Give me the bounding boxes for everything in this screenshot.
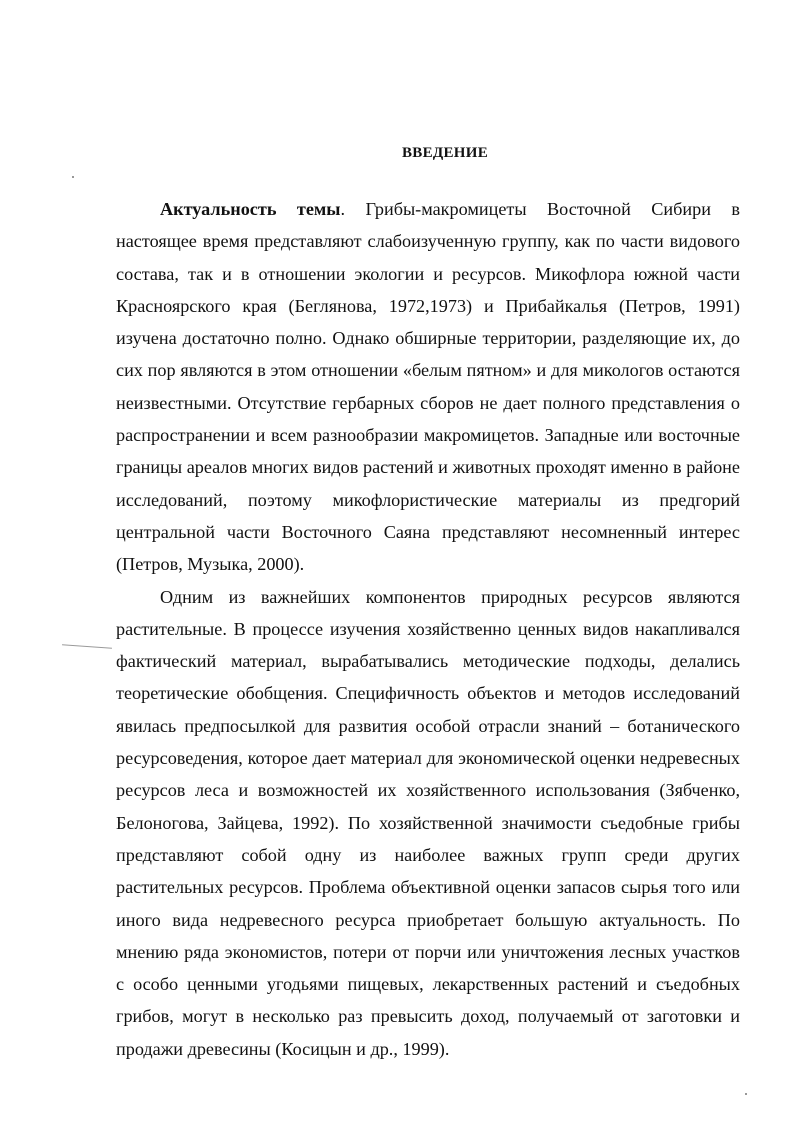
paragraph-resources (116, 581, 740, 1065)
scan-artifact-speck (72, 176, 74, 178)
body-text (116, 193, 740, 1065)
section-heading: ВВЕДЕНИЕ (401, 145, 489, 161)
relevance-text: . Грибы-макромицеты Восточной Сибири в настоящее время представляют слабоизученную группу, как по части видового состава, так и в отношении экологии и ресурсов. Микофлора южной части Красноярского края (Беглянова, 1972,1973) и Прибайкалья (Петров, 1991) изучена достаточно полно. Однако обширные территории, разделяющие их, до сих пор являются в этом отношении «белым пятном» и для микологов остаются неизвестными. Отсутствие гербарных сборов не дает полного представления о распространении и всем разнообразии макромицетов. Западные или восточные границы ареалов многих видов растений и животных проходят именно в районе исследований, поэтому микофлористические материалы из предгорий центральной части Восточного Саяна представляют несомненный интерес (Петров, Музыка, 2000). (116, 199, 741, 575)
resources-text: Одним из важнейших компонентов природных ресурсов являются растительные. В процессе изучения хозяйственно ценных видов накапливался фактический материал, вырабатывались методические подходы, делались теоретические обобщения. Специфичность объектов и методов исследований явилась предпосылкой для развития особой отрасли знаний – ботанического ресурсоведения, которое дает материал для экономической оценки недревесных ресурсов леса и возможностей их хозяйственного использования (Зябченко, Белоногова, Зайцева, 1992). По хозяйственной значимости съедобные грибы представляют собой одну из наиболее важных групп среди других растительных ресурсов. Проблема объективной оценки запасов сырья того или иного вида недревесного ресурса приобретает большую актуальность. По мнению ряда экономистов, потери от порчи или уничтожения лесных участков с особо ценными угодьями пищевых, лекарственных растений и съедобных грибов, могут в несколько раз превысить доход, получаемый от заготовки и продажи древесины (Косицын и др., 1999). (116, 586, 740, 1059)
scan-artifact-line (62, 644, 112, 648)
scan-artifact-speck (745, 1093, 747, 1095)
relevance-lead: Актуальность темы (160, 199, 341, 219)
paragraph-relevance (116, 193, 740, 581)
